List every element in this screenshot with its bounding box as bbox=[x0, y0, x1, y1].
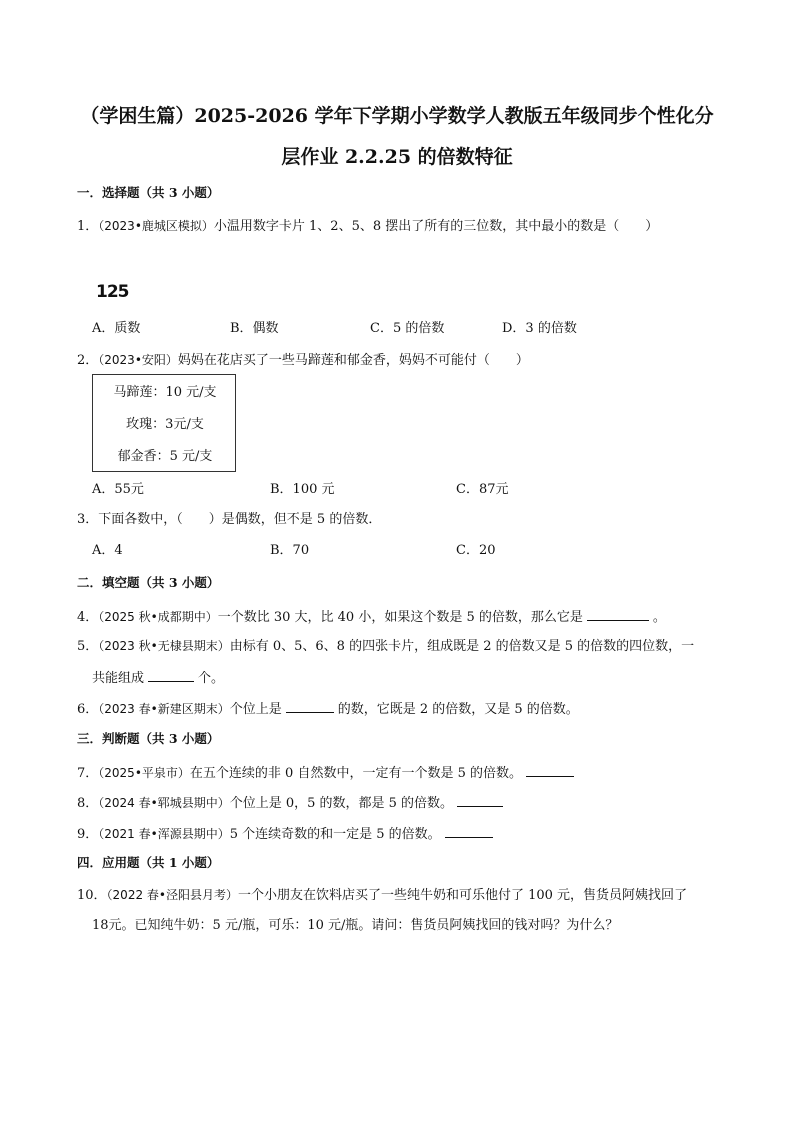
question-source: （2025•平泉市） bbox=[98, 766, 190, 780]
q1-option-a: A．质数 bbox=[92, 321, 141, 336]
question-number: 2． bbox=[77, 353, 99, 368]
question-10 bbox=[77, 886, 687, 905]
q1-option-d: D．3 的倍数 bbox=[502, 321, 577, 336]
question-text: 一个数比 30 大，比 40 小，如果这个数是 5 的倍数，那么它是 bbox=[217, 610, 583, 625]
question-number: 6． bbox=[77, 702, 99, 717]
section-fill-heading: 二．填空题（共 3 小题） bbox=[77, 575, 220, 590]
q3-option-c: C．20 bbox=[456, 543, 496, 558]
question-5-continued bbox=[92, 667, 224, 688]
price-rose: 玫瑰：3元/支 bbox=[126, 417, 204, 432]
question-6 bbox=[77, 698, 579, 719]
question-tail: 。 bbox=[652, 610, 666, 625]
answer-blank[interactable] bbox=[286, 698, 334, 713]
question-number: 10． bbox=[77, 888, 107, 903]
question-text: 妈妈在花店买了一些马蹄莲和郁金香，妈妈不可能付（ ） bbox=[177, 353, 529, 368]
question-text: 在五个连续的非 0 自然数中，一定有一个数是 5 的倍数。 bbox=[189, 766, 522, 781]
q3-option-a: A．4 bbox=[92, 543, 123, 558]
question-source: （2022 春•泾阳县月考） bbox=[106, 888, 238, 902]
question-tail: 个。 bbox=[198, 671, 225, 686]
question-2 bbox=[77, 351, 529, 370]
question-10-continued: 18元。已知纯牛奶：5 元/瓶，可乐：10 元/瓶。请问：售货员阿姨找回的钱对吗？为什么？ bbox=[92, 918, 619, 933]
question-9 bbox=[77, 823, 497, 844]
question-4 bbox=[77, 606, 666, 627]
question-text: 共能组成 bbox=[92, 671, 145, 686]
answer-blank[interactable] bbox=[526, 762, 574, 777]
question-number: 8． bbox=[77, 796, 99, 811]
question-number: 5． bbox=[77, 639, 99, 654]
question-number: 3． bbox=[77, 512, 99, 527]
question-text: 个位上是 0，5 的数，都是 5 的倍数。 bbox=[229, 796, 454, 811]
question-number: 1． bbox=[77, 219, 99, 234]
section-application-heading: 四．应用题（共 1 小题） bbox=[77, 855, 220, 870]
answer-blank[interactable] bbox=[587, 606, 649, 621]
question-text: 下面各数中，（ ）是偶数，但不是 5 的倍数． bbox=[98, 512, 382, 527]
question-text: 由标有 0、5、6、8 的四张卡片，组成既是 2 的倍数又是 5 的倍数的四位数，一 bbox=[229, 639, 695, 654]
question-source: （2021 春•浑源县期中） bbox=[98, 827, 230, 841]
answer-blank[interactable] bbox=[148, 667, 194, 682]
q2-option-b: B．100 元 bbox=[270, 482, 335, 497]
question-1 bbox=[77, 217, 658, 236]
q3-option-b: B．70 bbox=[270, 543, 310, 558]
section-choice-heading: 一．选择题（共 3 小题） bbox=[77, 185, 220, 200]
section-judge-heading: 三．判断题（共 3 小题） bbox=[77, 731, 220, 746]
question-3 bbox=[77, 511, 381, 529]
q2-option-a: A．55元 bbox=[92, 482, 144, 497]
q1-option-b: B．偶数 bbox=[230, 321, 279, 336]
price-list-box bbox=[92, 374, 236, 472]
question-text: 5 个连续奇数的和一定是 5 的倍数。 bbox=[229, 827, 441, 842]
question-number: 9． bbox=[77, 827, 99, 842]
price-calla-lily: 马蹄莲：10 元/支 bbox=[113, 385, 217, 400]
question-text: 小温用数字卡片 1、2、5、8 摆出了所有的三位数，其中最小的数是（ ） bbox=[213, 219, 659, 234]
question-5 bbox=[77, 637, 694, 656]
answer-blank[interactable] bbox=[457, 792, 503, 807]
question-source: （2024 春•郓城县期中） bbox=[98, 796, 230, 810]
question-text: 个位上是 bbox=[229, 702, 282, 717]
question-source: （2023•鹿城区模拟） bbox=[98, 219, 214, 233]
page-title-line2: 层作业 2.2.25 的倍数特征 bbox=[281, 146, 513, 168]
question-tail: 的数，它既是 2 的倍数，又是 5 的倍数。 bbox=[337, 702, 579, 717]
question-source: （2023 秋•无棣县期末） bbox=[98, 639, 230, 653]
price-tulip: 郁金香：5 元/支 bbox=[117, 449, 213, 464]
question-8 bbox=[77, 792, 507, 813]
question-7 bbox=[77, 762, 578, 783]
q2-option-c: C．87元 bbox=[456, 482, 509, 497]
answer-blank[interactable] bbox=[445, 823, 493, 838]
question-source: （2023•安阳） bbox=[98, 353, 178, 367]
question-text: 一个小朋友在饮料店买了一些纯牛奶和可乐他付了 100 元，售货员阿姨找回了 bbox=[237, 888, 688, 903]
page-title-line1: （学困生篇）2025-2026 学年下学期小学数学人教版五年级同步个性化分 bbox=[80, 105, 714, 127]
question-number: 7． bbox=[77, 766, 99, 781]
handwritten-answer: 125 bbox=[96, 282, 129, 302]
q1-option-c: C．5 的倍数 bbox=[370, 321, 445, 336]
question-source: （2025 秋•成都期中） bbox=[98, 610, 218, 624]
question-source: （2023 春•新建区期末） bbox=[98, 702, 230, 716]
question-number: 4． bbox=[77, 610, 99, 625]
